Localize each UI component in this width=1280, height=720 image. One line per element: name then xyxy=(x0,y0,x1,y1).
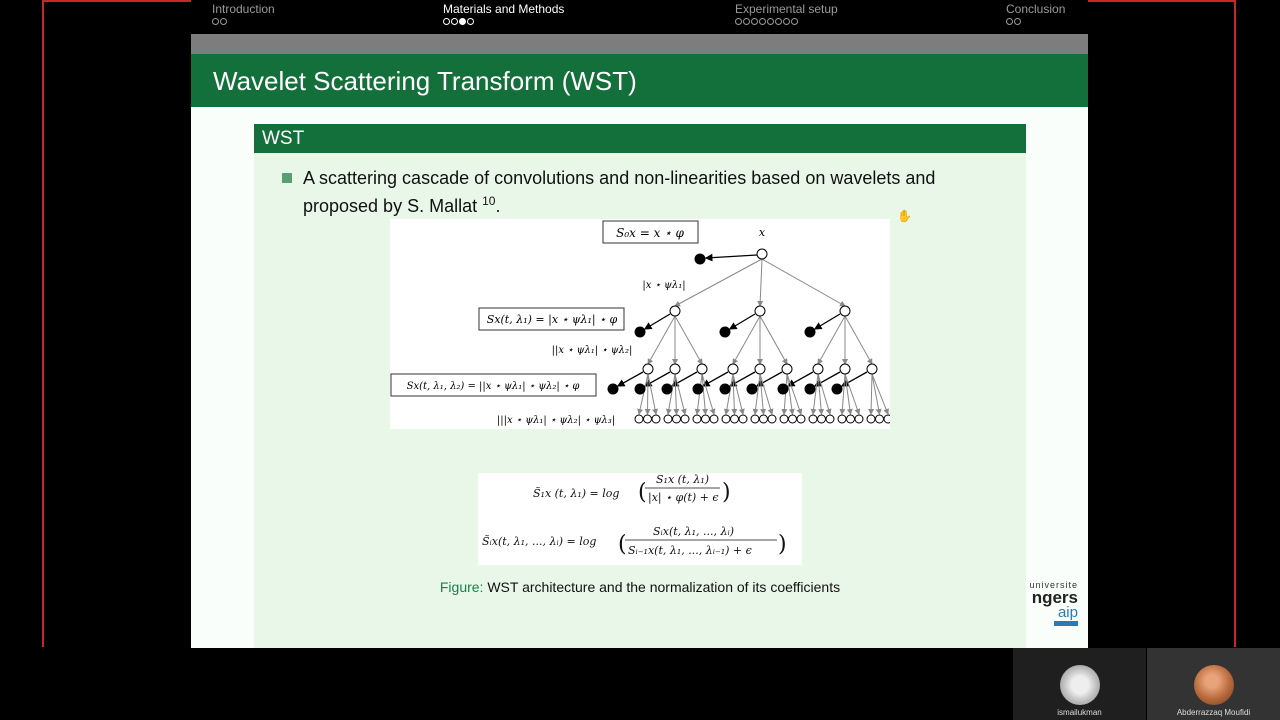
scatter-node xyxy=(855,415,863,423)
progress-dot xyxy=(791,18,798,25)
tree-edge xyxy=(845,316,872,364)
output-node xyxy=(747,384,757,394)
wst-architecture-diagram xyxy=(390,219,890,429)
tree-edge xyxy=(845,374,851,414)
output-node xyxy=(635,327,645,337)
scatter-node xyxy=(644,415,652,423)
scatter-node xyxy=(652,415,660,423)
tree-edge xyxy=(871,374,872,414)
formula2-paren-open: ( xyxy=(618,532,627,557)
nav-section-label: Introduction xyxy=(212,2,275,16)
wst-tree-svg xyxy=(390,219,890,429)
tree-edge xyxy=(760,259,762,306)
second-layer-label: ||x ⋆ ψλ₁| ⋆ ψλ₂| xyxy=(551,345,633,356)
participant-tile-ismailukman[interactable] xyxy=(1013,648,1146,720)
normalization-formula xyxy=(478,473,802,565)
output-node xyxy=(695,254,705,264)
tree-edge xyxy=(872,374,880,414)
output-node xyxy=(832,384,842,394)
progress-dot xyxy=(220,18,227,25)
output-node xyxy=(693,384,703,394)
scatter-node xyxy=(826,415,834,423)
progress-dot xyxy=(459,18,466,25)
scatter-node xyxy=(731,415,739,423)
nav-progress-dots xyxy=(443,18,564,25)
nav-section-label: Experimental setup xyxy=(735,2,838,16)
progress-dot xyxy=(212,18,219,25)
participant-name: Abderrazzaq Moufidi xyxy=(1176,708,1251,717)
progress-dot xyxy=(443,18,450,25)
scatter-node xyxy=(782,364,792,374)
bullet-sentence: A scattering cascade of convolutions and non-linearities based on wavelets and proposed by S. Mallat xyxy=(303,168,936,216)
output-node xyxy=(778,384,788,394)
slide-title: Wavelet Scattering Transform (WST) xyxy=(213,66,637,96)
scatter-node xyxy=(697,364,707,374)
tree-edge xyxy=(675,316,702,364)
first-layer-label: |x ⋆ ψλ₁| xyxy=(642,280,686,291)
figure-caption xyxy=(254,579,1026,595)
output-node xyxy=(805,327,815,337)
tree-edge xyxy=(787,374,793,414)
tree-edge xyxy=(760,316,787,364)
scatter-node xyxy=(813,364,823,374)
university-logo xyxy=(1029,580,1078,626)
progress-dot xyxy=(735,18,742,25)
nav-section-materials-methods[interactable] xyxy=(443,2,564,25)
scatter-node xyxy=(867,364,877,374)
scatter-node xyxy=(840,364,850,374)
progress-dot xyxy=(767,18,774,25)
scatter-node xyxy=(797,415,805,423)
block-body xyxy=(254,153,1026,648)
formula2-left: S̃ᵢx(t, λ₁, ..., λᵢ) = log xyxy=(482,535,597,548)
progress-dot xyxy=(743,18,750,25)
tree-edge xyxy=(730,314,755,329)
nav-progress-dots xyxy=(735,18,838,25)
scatter-node xyxy=(768,415,776,423)
bullet-square-icon xyxy=(282,173,292,183)
scatter-node xyxy=(751,415,759,423)
tree-edge xyxy=(762,259,845,306)
scatter-node xyxy=(809,415,817,423)
nav-progress-dots xyxy=(212,18,275,25)
tree-edge xyxy=(706,255,757,258)
caption-text: WST architecture and the normalization of its coefficients xyxy=(487,579,841,595)
nav-progress-dots xyxy=(1006,18,1065,25)
scatter-node xyxy=(876,415,884,423)
bullet-period: . xyxy=(495,196,501,216)
s1-label: Sx(t, λ₁) = |x ⋆ ψλ₁| ⋆ φ xyxy=(486,313,618,326)
nav-section-label: Materials and Methods xyxy=(443,2,565,16)
logo-bar xyxy=(1054,621,1078,626)
scatter-node xyxy=(728,364,738,374)
formula2-denominator: Sᵢ₋₁x(t, λ₁, ..., λᵢ₋₁) + ϵ xyxy=(628,544,752,557)
scatter-node xyxy=(755,364,765,374)
progress-dot xyxy=(467,18,474,25)
avatar xyxy=(1060,665,1100,705)
tree-edge xyxy=(648,374,649,414)
logo-line3: aip xyxy=(1057,604,1078,621)
nav-section-conclusion[interactable] xyxy=(1006,2,1065,25)
output-node xyxy=(635,384,645,394)
slide-content xyxy=(191,107,1088,648)
formula2-paren-close: ) xyxy=(778,532,787,557)
logo-line2: ngers xyxy=(1031,588,1078,607)
caption-label: Figure: xyxy=(439,579,484,595)
scatter-node xyxy=(693,415,701,423)
scatter-node xyxy=(681,415,689,423)
scatter-node xyxy=(673,415,681,423)
formula1-numerator: S₁x (t, λ₁) xyxy=(656,473,710,486)
tree-edge xyxy=(815,314,840,329)
nav-section-label: Conclusion xyxy=(1006,2,1066,16)
title-bar xyxy=(191,54,1088,107)
hand-cursor-icon: ✋ xyxy=(897,209,912,223)
progress-dot xyxy=(451,18,458,25)
block-title: WST xyxy=(262,128,305,149)
scatter-node xyxy=(643,364,653,374)
block-header xyxy=(254,124,1026,153)
tree-edge xyxy=(755,374,760,414)
output-node xyxy=(720,384,730,394)
x-node-label: x xyxy=(758,226,766,239)
presentation-slide xyxy=(191,0,1088,648)
section-navigation-bar xyxy=(191,0,1088,34)
tree-edge xyxy=(733,316,760,364)
header-strip xyxy=(191,34,1088,54)
nav-section-experimental-setup[interactable] xyxy=(735,2,838,25)
formula1-paren-open: ( xyxy=(638,480,647,505)
scatter-node xyxy=(664,415,672,423)
progress-dot xyxy=(775,18,782,25)
output-node xyxy=(805,384,815,394)
scatter-node xyxy=(757,249,767,259)
scatter-node xyxy=(670,306,680,316)
scatter-node xyxy=(635,415,643,423)
tree-edge xyxy=(872,374,888,414)
logo-line1: universite xyxy=(1029,580,1078,590)
scatter-node xyxy=(789,415,797,423)
formula1-paren-close: ) xyxy=(722,480,731,505)
output-node xyxy=(720,327,730,337)
tree-edge xyxy=(813,374,818,414)
formula1-denominator: |x| ⋆ φ(t) + ϵ xyxy=(648,491,719,504)
scatter-node xyxy=(670,364,680,374)
scatter-node xyxy=(710,415,718,423)
output-node xyxy=(662,384,672,394)
citation-ref: 10 xyxy=(482,194,496,208)
scatter-node xyxy=(838,415,846,423)
formula-svg xyxy=(478,473,802,565)
scatter-node xyxy=(884,415,890,423)
scatter-node xyxy=(760,415,768,423)
scatter-node xyxy=(702,415,710,423)
scatter-node xyxy=(780,415,788,423)
formula2-numerator: Sᵢx(t, λ₁, ..., λᵢ) xyxy=(653,525,734,538)
progress-dot xyxy=(759,18,766,25)
avatar xyxy=(1194,665,1234,705)
scatter-node xyxy=(840,306,850,316)
tree-edge xyxy=(648,316,675,364)
scatter-node xyxy=(867,415,875,423)
tree-edge xyxy=(842,374,845,414)
s2-label: Sx(t, λ₁, λ₂) = ||x ⋆ ψλ₁| ⋆ ψλ₂| ⋆ φ xyxy=(406,381,580,392)
participant-tile-abderrazzaq[interactable] xyxy=(1147,648,1280,720)
scatter-node xyxy=(722,415,730,423)
nav-section-introduction[interactable] xyxy=(212,2,275,25)
progress-dot xyxy=(783,18,790,25)
third-layer-label: |||x ⋆ ψλ₁| ⋆ ψλ₂| ⋆ ψλ₃| xyxy=(496,415,616,426)
formula1-left: S̃₁x (t, λ₁) = log xyxy=(533,487,620,500)
tree-edge xyxy=(645,314,670,329)
participant-name: ismailukman xyxy=(1057,708,1102,717)
scatter-node xyxy=(739,415,747,423)
tree-edge xyxy=(675,259,762,306)
progress-dot xyxy=(1014,18,1021,25)
scatter-node xyxy=(755,306,765,316)
progress-dot xyxy=(1006,18,1013,25)
tree-edge xyxy=(818,316,845,364)
output-node xyxy=(608,384,618,394)
s0-label: S₀x = x ⋆ φ xyxy=(616,226,684,240)
scatter-node xyxy=(847,415,855,423)
scatter-node xyxy=(818,415,826,423)
progress-dot xyxy=(751,18,758,25)
